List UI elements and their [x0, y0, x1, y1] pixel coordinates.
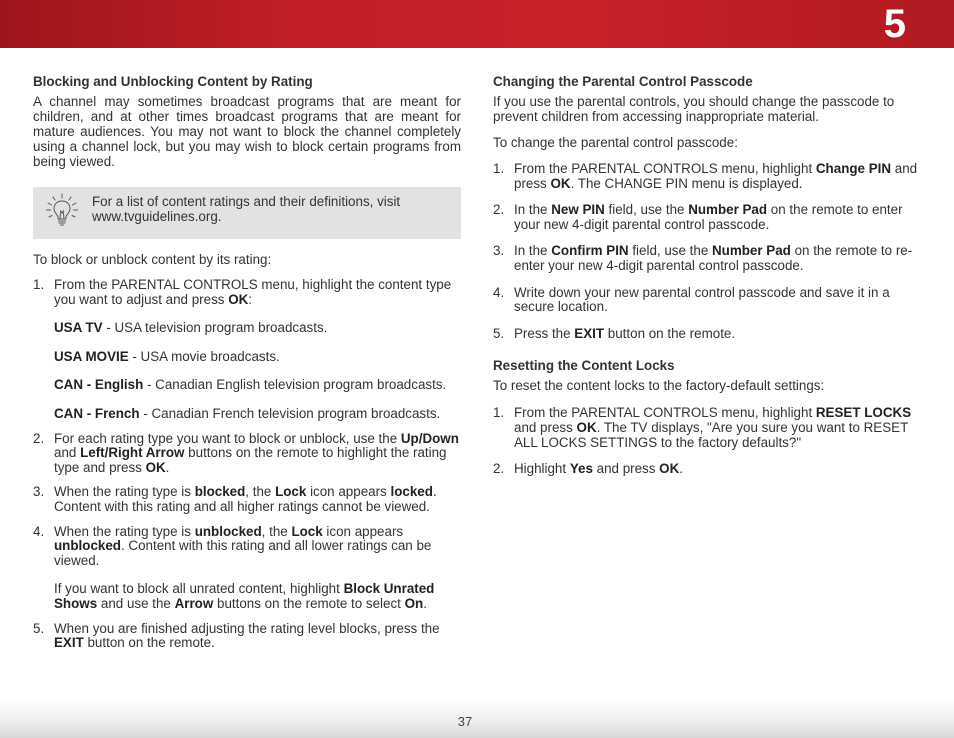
- chapter-number: 5: [883, 2, 906, 46]
- content-type-item: [54, 321, 461, 336]
- passcode-intro: If you use the parental controls, you should change the passcode to prevent children from accessing inappropriate material.: [493, 94, 895, 124]
- content-type-name: USA MOVIE: [54, 348, 129, 364]
- passcode-heading: Changing the Parental Control Passcode: [493, 74, 753, 89]
- step-text: icon appears: [322, 523, 404, 539]
- step-text: and: [54, 445, 81, 461]
- step-text: When the rating type is: [54, 484, 195, 500]
- step-text: When the rating type is: [54, 523, 195, 539]
- list-item: [493, 406, 923, 450]
- step-text: .: [165, 459, 170, 475]
- step-emphasis: Yes: [569, 461, 593, 477]
- list-item: [493, 462, 923, 477]
- step-text: button on the remote.: [83, 635, 215, 651]
- note-emphasis: Block Unrated Shows: [54, 581, 435, 611]
- step-emphasis: OK: [659, 461, 680, 477]
- step-emphasis: OK: [550, 175, 571, 191]
- step-emphasis: OK: [576, 419, 597, 435]
- content-type-name: CAN - French: [54, 405, 140, 421]
- step-text: field, use the: [628, 243, 712, 259]
- content-type-name: CAN - English: [54, 377, 144, 393]
- step-text: and press: [592, 461, 660, 477]
- passcode-lead-text: To change the parental control passcode:: [493, 135, 738, 150]
- lightbulb-icon: [45, 193, 79, 227]
- step-emphasis: blocked: [194, 484, 246, 500]
- note-emphasis: On: [404, 595, 424, 611]
- step-text: From the PARENTAL CONTROLS menu, highlight the content type you want to adjust and press: [54, 277, 452, 307]
- step-text: buttons on the remote to highlight the rating type and press: [54, 445, 447, 475]
- step-emphasis: locked: [390, 484, 433, 500]
- step-emphasis: unblocked: [194, 523, 262, 539]
- note-emphasis: Arrow: [174, 595, 214, 611]
- list-item: [493, 162, 923, 191]
- step-number: 4.: [33, 523, 45, 539]
- step-emphasis: Number Pad: [688, 202, 768, 218]
- list-item: [33, 525, 461, 612]
- step-number: 2.: [493, 202, 505, 218]
- step-text: When you are finished adjusting the rating level blocks, press the: [54, 620, 440, 636]
- content-type-name: USA TV: [54, 320, 103, 336]
- step-emphasis: EXIT: [54, 635, 84, 651]
- step-text: From the PARENTAL CONTROLS menu, highlight: [514, 161, 816, 176]
- list-item: [33, 278, 461, 422]
- page-number: 37: [457, 714, 473, 729]
- step-text: icon appears: [306, 484, 391, 500]
- step-number: 5.: [493, 325, 505, 341]
- step-text: Highlight: [514, 461, 570, 477]
- step-number: 3.: [33, 484, 45, 500]
- step-text: field, use the: [604, 202, 689, 218]
- step-emphasis: Change PIN: [815, 161, 892, 176]
- step-text: , the: [245, 484, 276, 500]
- note-text: buttons on the remote to select: [213, 595, 405, 611]
- step-text: , the: [261, 523, 292, 539]
- step-text: button on the remote.: [604, 325, 736, 341]
- step-text: on the remote to enter your new 4-digit parental control passcode.: [514, 202, 903, 232]
- step-text: Press the: [514, 325, 575, 341]
- step-text: Write down your new parental control passcode and save it in a secure location.: [514, 284, 890, 315]
- step-emphasis: RESET LOCKS: [815, 405, 912, 421]
- step-emphasis: unblocked: [54, 538, 121, 554]
- step-text: . Content with this rating and all higher ratings cannot be viewed.: [54, 484, 437, 514]
- list-item: [33, 485, 461, 514]
- blocking-intro: A channel may sometimes broadcast programs that are meant for children, and at other times broadcast programs that are meant for mature audiences. You may not want to block the channel completely using a channel lock, but you may wish to block certain programs from being viewed.: [33, 94, 461, 169]
- list-item: [33, 432, 461, 476]
- list-item: [493, 327, 923, 342]
- content-type-desc: - Canadian French television program broadcasts.: [139, 405, 441, 421]
- step-number: 4.: [493, 284, 505, 300]
- step-text: In the: [514, 243, 552, 259]
- content-type-desc: - USA television program broadcasts.: [102, 320, 328, 336]
- step-text: In the: [514, 202, 552, 218]
- step-text: From the PARENTAL CONTROLS menu, highlight: [514, 405, 816, 421]
- block-steps-list: [33, 278, 461, 651]
- step-text: For each rating type you want to block or unblock, use the: [54, 430, 401, 446]
- reset-heading: Resetting the Content Locks: [493, 358, 675, 374]
- list-item: [493, 244, 923, 273]
- step-emphasis: OK: [145, 459, 166, 475]
- step-number: 1.: [493, 161, 505, 176]
- step-text: and press: [514, 419, 577, 435]
- step-emphasis: OK: [228, 291, 249, 307]
- step-emphasis: Confirm PIN: [551, 243, 629, 259]
- step-emphasis: Number Pad: [711, 243, 791, 259]
- content-type-desc: - Canadian English television program broadcasts.: [143, 377, 447, 393]
- step-text: on the remote to re-enter your new 4-digit parental control passcode.: [514, 243, 913, 273]
- content-type-item: [54, 350, 461, 365]
- step-emphasis: Lock: [275, 484, 307, 500]
- step-number: 2.: [33, 430, 45, 446]
- step-text: . The TV displays, "Are you sure you want to RESET ALL LOCKS SETTINGS to the factory defaults?": [514, 419, 909, 450]
- reset-steps-list: [493, 406, 923, 476]
- list-item: [493, 286, 923, 315]
- step-text: . Content with this rating and all lower ratings can be viewed.: [54, 538, 432, 568]
- left-column: [33, 74, 461, 651]
- note-text: .: [423, 595, 427, 611]
- list-item: [493, 203, 923, 232]
- content-type-desc: - USA movie broadcasts.: [128, 348, 280, 364]
- step-emphasis: Left/Right Arrow: [80, 445, 185, 461]
- right-column: [493, 74, 923, 477]
- step-emphasis: EXIT: [574, 325, 605, 341]
- step-text: . The CHANGE PIN menu is displayed.: [570, 175, 803, 191]
- content-type-item: [54, 407, 461, 422]
- step-text: :: [248, 291, 253, 307]
- step-emphasis: Up/Down: [400, 430, 459, 446]
- note-text: If you want to block all unrated content, highlight: [54, 581, 344, 597]
- step-emphasis: Lock: [291, 523, 323, 539]
- tip-box: [33, 187, 461, 239]
- content-type-item: [54, 378, 461, 393]
- step-number: 3.: [493, 243, 505, 259]
- chapter-header-bar: [0, 0, 954, 48]
- block-lead-text: To block or unblock content by its rating:: [33, 252, 272, 267]
- list-item: [33, 622, 461, 651]
- step-number: 1.: [493, 405, 505, 421]
- step-number: 5.: [33, 620, 45, 636]
- unrated-note: [54, 582, 461, 611]
- step-number: 1.: [33, 277, 45, 292]
- step-number: 2.: [493, 461, 505, 477]
- tip-text: For a list of content ratings and their definitions, visit www.tvguidelines.org.: [92, 194, 401, 224]
- passcode-steps-list: [493, 162, 923, 341]
- reset-lead-text: To reset the content locks to the factory-default settings:: [493, 378, 825, 394]
- step-emphasis: New PIN: [551, 202, 605, 218]
- blocking-heading: Blocking and Unblocking Content by Rating: [33, 74, 313, 89]
- note-text: and use the: [97, 595, 175, 611]
- step-text: .: [679, 461, 683, 477]
- step-text: and press: [514, 161, 918, 191]
